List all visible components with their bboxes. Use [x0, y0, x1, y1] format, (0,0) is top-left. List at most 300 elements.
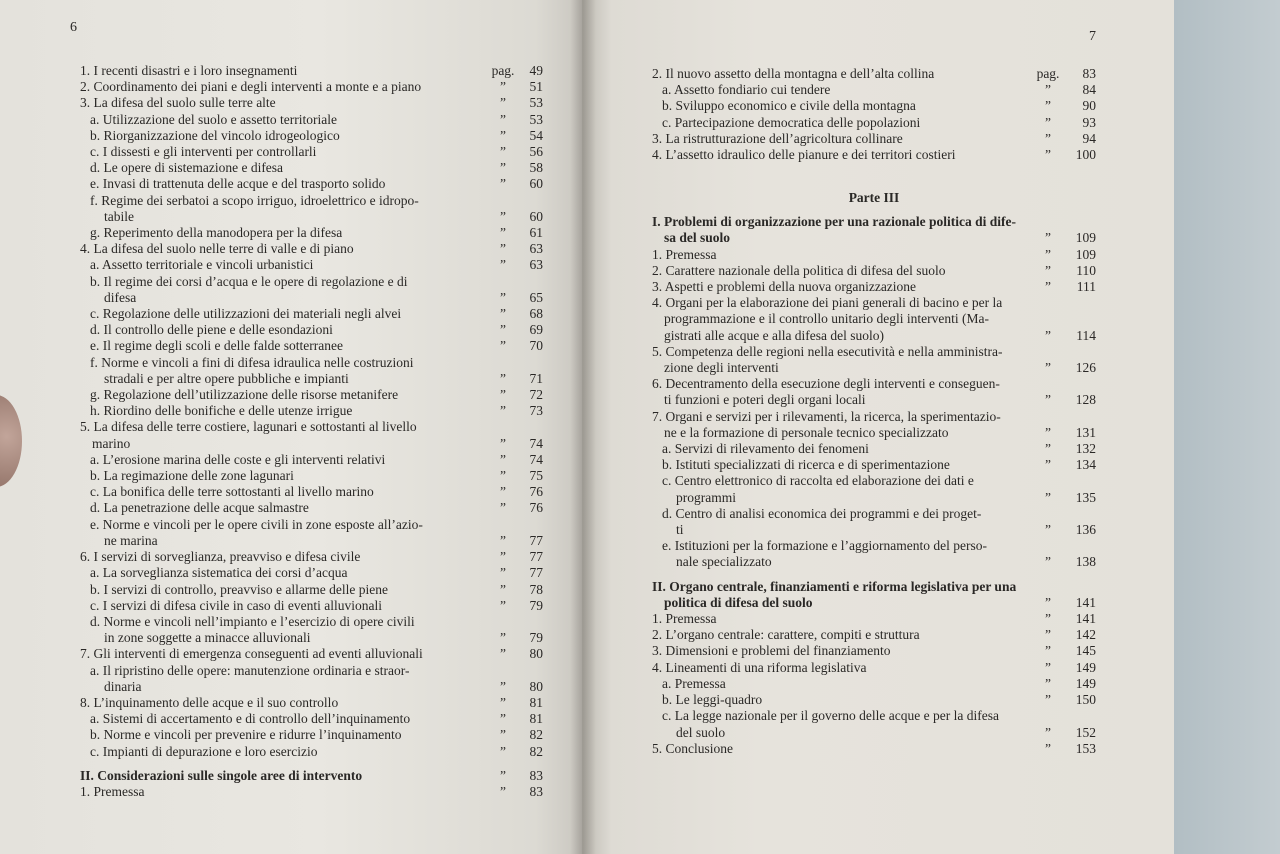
toc-entry	[80, 355, 543, 371]
toc-entry-title: programmazione e il controllo unitario degli interventi (Ma-	[664, 311, 990, 327]
toc-entry-page: 71	[529, 370, 543, 386]
toc-entry-page: 60	[529, 208, 543, 224]
toc-entry-page: 142	[1075, 627, 1096, 643]
toc-entry-page: 83	[1082, 66, 1096, 81]
toc-entry-marker: ”	[500, 208, 506, 224]
toc-entry-marker: ”	[500, 176, 506, 192]
toc-entry-marker: ”	[1045, 627, 1051, 643]
toc-entry-page: 69	[529, 322, 543, 338]
toc-entry-marker: ”	[500, 289, 506, 305]
toc-entry	[80, 768, 543, 784]
toc-entry-page: 79	[529, 597, 543, 613]
toc-entry-title: nale specializzato	[676, 554, 772, 570]
toc-entry	[652, 247, 1096, 263]
toc-entry-page: 81	[529, 711, 543, 727]
toc-entry-title: b. La regimazione delle zone lagunari	[90, 468, 294, 484]
toc-entry	[80, 679, 543, 695]
toc-entry-page: 141	[1075, 611, 1096, 627]
toc-entry-marker: pag.	[491, 63, 515, 78]
toc-entry-page: 126	[1075, 360, 1096, 376]
toc-entry-marker: ”	[1045, 392, 1051, 408]
toc-entry-title: gistrati alle acque e alla difesa del suolo)	[664, 327, 885, 343]
toc-entry-title: g. Regolazione dell’utilizzazione delle risorse metanifere	[90, 387, 399, 403]
toc-entry-title: 3. Aspetti e problemi della nuova organizzazione	[652, 279, 917, 295]
toc-entry-marker: ”	[500, 532, 506, 548]
toc-entry-title: marino	[92, 435, 131, 451]
toc-entry-marker: ”	[1045, 147, 1051, 163]
toc-entry-page: 77	[529, 565, 543, 581]
toc-entry-title: a. La sorveglianza sistematica dei corsi d’acqua	[90, 565, 348, 581]
toc-entry-marker: ”	[500, 225, 506, 241]
toc-entry	[80, 306, 543, 322]
toc-entry-title: b. Istituti specializzati di ricerca e di sperimentazione	[662, 457, 950, 473]
toc-entry-title: c. Impianti di depurazione e loro esercizio	[90, 743, 318, 759]
toc-entry-title: a. Assetto fondiario cui tendere	[662, 82, 831, 98]
toc-entry-title: ti funzioni e poteri degli organi locali	[664, 392, 866, 408]
toc-entry	[80, 582, 543, 598]
toc-entry-marker: ”	[500, 783, 506, 799]
toc-entry	[652, 147, 1096, 163]
toc-entry-page: 75	[529, 468, 543, 484]
section-spacer	[80, 760, 543, 768]
toc-entry	[652, 409, 1096, 425]
toc-entry-title: zione degli interventi	[664, 360, 779, 376]
toc-entry	[80, 565, 543, 581]
toc-entry	[652, 676, 1096, 692]
toc-entry-title: a. Il ripristino delle opere: manutenzione ordinaria e straor-	[90, 662, 410, 678]
toc-entry-marker: ”	[500, 743, 506, 759]
toc-entry	[80, 322, 543, 338]
toc-entry-marker: ”	[500, 160, 506, 176]
toc-entry-page: 63	[529, 257, 543, 273]
toc-entry	[80, 79, 543, 95]
toc-entry-page: 70	[529, 338, 543, 354]
toc-entry-page: 77	[529, 532, 543, 548]
toc-entry	[80, 711, 543, 727]
toc-entry	[652, 230, 1096, 246]
toc-entry	[652, 344, 1096, 360]
toc-entry-page: 141	[1075, 594, 1096, 610]
toc-entry-title: 5. La difesa delle terre costiere, lagunari e sottostanti al livello	[80, 419, 417, 435]
toc-entry	[80, 387, 543, 403]
toc-entry-marker: ”	[1045, 457, 1051, 473]
toc-entry-marker: ”	[500, 338, 506, 354]
toc-entry-page: 53	[529, 95, 543, 111]
toc-entry-title: 8. L’inquinamento delle acque e il suo controllo	[80, 694, 339, 710]
toc-entry-marker: ”	[500, 387, 506, 403]
toc-entry-marker: ”	[1045, 441, 1051, 457]
toc-entry-marker: ”	[1045, 740, 1051, 756]
toc-entry-title: d. Le opere di sistemazione e difesa	[90, 160, 284, 176]
toc-entry	[80, 614, 543, 630]
toc-entry-marker: ”	[1045, 230, 1051, 246]
toc-entry	[80, 468, 543, 484]
toc-entry-marker: ”	[500, 767, 506, 783]
toc-entry-marker: ”	[500, 403, 506, 419]
toc-entry	[652, 522, 1096, 538]
toc-entry-marker: ”	[500, 144, 506, 160]
toc-entry	[652, 692, 1096, 708]
toc-entry	[652, 627, 1096, 643]
right-toc-bottom	[652, 214, 1096, 757]
toc-entry-title: ti	[676, 522, 684, 538]
toc-entry-title: e. Norme e vincoli per le opere civili in zone esposte all’azio-	[90, 516, 423, 532]
left-page-number: 6	[70, 20, 77, 35]
toc-entry	[652, 538, 1096, 554]
toc-entry	[80, 549, 543, 565]
toc-entry-title: dinaria	[104, 678, 142, 694]
toc-entry-title: d. Il controllo delle piene e delle esondazioni	[90, 322, 333, 338]
right-toc-top	[652, 66, 1096, 163]
toc-entry	[80, 95, 543, 111]
toc-entry	[80, 63, 543, 79]
toc-entry	[80, 128, 543, 144]
toc-entry-marker: ”	[1045, 675, 1051, 691]
toc-entry-marker: ”	[1045, 262, 1051, 278]
toc-entry	[652, 295, 1096, 311]
toc-entry-page: 78	[529, 581, 543, 597]
toc-entry	[652, 328, 1096, 344]
toc-entry-page: 135	[1075, 489, 1096, 505]
toc-entry-marker: ”	[1045, 522, 1051, 538]
toc-entry-title: a. Utilizzazione del suolo e assetto territoriale	[90, 111, 338, 127]
toc-entry-page: 150	[1075, 692, 1096, 708]
toc-entry-title: f. Norme e vincoli a fini di difesa idraulica nelle costruzioni	[90, 354, 414, 370]
toc-entry-title: c. Regolazione delle utilizzazioni dei materiali negli alvei	[90, 306, 402, 322]
toc-entry-title: b. I servizi di controllo, preavviso e allarme delle piene	[90, 581, 389, 597]
toc-entry-marker: ”	[500, 581, 506, 597]
toc-entry-title: 1. Premessa	[80, 783, 145, 799]
toc-entry-page: 114	[1076, 327, 1096, 343]
toc-entry-marker: ”	[500, 711, 506, 727]
toc-entry-page: 84	[1082, 82, 1096, 98]
toc-entry-page: 65	[529, 289, 543, 305]
toc-entry	[652, 725, 1096, 741]
toc-entry-page: 149	[1075, 675, 1096, 691]
toc-entry-title: c. I dissesti e gli interventi per controllarli	[90, 144, 317, 160]
toc-entry	[80, 225, 543, 241]
toc-entry-page: 82	[529, 727, 543, 743]
toc-entry-title: sa del suolo	[664, 230, 731, 246]
toc-entry-title: 7. Organi e servizi per i rilevamenti, la ricerca, la sperimentazio-	[652, 408, 1001, 424]
toc-entry-marker: ”	[500, 127, 506, 143]
toc-entry-title: ne marina	[104, 532, 158, 548]
toc-entry-marker: pag.	[1036, 66, 1060, 81]
toc-entry	[652, 279, 1096, 295]
toc-entry-page: 109	[1075, 230, 1096, 246]
toc-entry-title: 3. La ristrutturazione dell’agricoltura collinare	[652, 130, 903, 146]
toc-entry	[80, 419, 543, 435]
toc-entry-title: 1. Premessa	[652, 246, 717, 262]
toc-entry-title: tabile	[104, 208, 134, 224]
toc-entry-title: c. La legge nazionale per il governo delle acque e per la difesa	[662, 708, 999, 724]
toc-entry-title: e. Il regime degli scoli e delle falde sotterranee	[90, 338, 344, 354]
toc-entry-marker: ”	[500, 79, 506, 95]
toc-entry-marker: ”	[1045, 82, 1051, 98]
toc-entry-title: b. Sviluppo economico e civile della montagna	[662, 98, 916, 114]
toc-entry	[80, 209, 543, 225]
toc-entry-title: difesa	[104, 289, 137, 305]
toc-entry-title: a. Sistemi di accertamento e di controllo dell’inquinamento	[90, 711, 411, 727]
thumb	[0, 395, 22, 487]
toc-entry-marker: ”	[500, 241, 506, 257]
toc-entry	[652, 263, 1096, 279]
toc-entry-title: 6. Decentramento della esecuzione degli interventi e conseguen-	[652, 376, 1000, 392]
toc-entry-title: 5. Conclusione	[652, 740, 733, 756]
toc-entry-page: 138	[1075, 554, 1096, 570]
toc-entry	[80, 630, 543, 646]
toc-entry-marker: ”	[500, 322, 506, 338]
toc-entry-page: 128	[1075, 392, 1096, 408]
toc-entry	[652, 506, 1096, 522]
toc-entry-title: a. L’erosione marina delle coste e gli interventi relativi	[90, 451, 386, 467]
toc-entry-page: 93	[1082, 114, 1096, 130]
toc-entry-page: 152	[1075, 724, 1096, 740]
toc-entry-marker: ”	[1045, 130, 1051, 146]
toc-entry-marker: ”	[1045, 594, 1051, 610]
toc-entry	[80, 598, 543, 614]
toc-entry-page: 149	[1075, 659, 1096, 675]
toc-entry-marker: ”	[500, 95, 506, 111]
toc-entry	[652, 457, 1096, 473]
toc-entry	[80, 533, 543, 549]
toc-entry-page: 56	[529, 144, 543, 160]
toc-entry-title: 1. Premessa	[652, 611, 717, 627]
toc-entry	[80, 727, 543, 743]
toc-entry-title: d. Centro di analisi economica dei programmi e dei proget-	[662, 505, 982, 521]
toc-entry-marker: ”	[1045, 114, 1051, 130]
toc-entry-marker: ”	[500, 257, 506, 273]
toc-entry-title: 4. La difesa del suolo nelle terre di valle e di piano	[80, 241, 354, 257]
toc-entry-page: 74	[529, 451, 543, 467]
toc-entry-title: 7. Gli interventi di emergenza conseguenti ad eventi alluvionali	[80, 646, 423, 662]
toc-entry-title: 4. L’assetto idraulico delle pianure e dei territori costieri	[652, 147, 956, 163]
toc-entry-title: 3. La difesa del suolo sulle terre alte	[80, 95, 276, 111]
toc-entry-title: c. I servizi di difesa civile in caso di eventi alluvionali	[90, 597, 383, 613]
toc-entry-title: del suolo	[676, 724, 726, 740]
toc-entry-page: 153	[1075, 740, 1096, 756]
toc-entry-title: g. Reperimento della manodopera per la difesa	[90, 225, 343, 241]
toc-entry-page: 132	[1075, 441, 1096, 457]
part-title: Parte III	[848, 190, 900, 205]
toc-entry-title: 1. I recenti disastri e i loro insegnamenti	[80, 63, 298, 78]
toc-entry-page: 49	[529, 63, 543, 78]
toc-entry-title: 4. Lineamenti di una riforma legislativa	[652, 659, 867, 675]
toc-entry	[652, 490, 1096, 506]
toc-entry-marker: ”	[500, 727, 506, 743]
toc-entry	[80, 744, 543, 760]
toc-entry	[80, 257, 543, 273]
toc-entry	[652, 425, 1096, 441]
toc-entry	[652, 98, 1096, 114]
toc-entry	[652, 360, 1096, 376]
toc-entry-marker: ”	[1045, 659, 1051, 675]
toc-entry-page: 145	[1075, 643, 1096, 659]
toc-entry	[80, 484, 543, 500]
toc-entry-title: d. Norme e vincoli nell’impianto e l’esercizio di opere civili	[90, 613, 415, 629]
toc-entry-page: 80	[529, 646, 543, 662]
toc-entry	[652, 376, 1096, 392]
toc-entry-marker: ”	[1045, 643, 1051, 659]
right-page-number: 7	[1089, 29, 1096, 44]
toc-entry-marker: ”	[1045, 489, 1051, 505]
toc-entry-page: 54	[529, 127, 543, 143]
left-page	[0, 0, 582, 854]
toc-entry-title: c. Partecipazione democratica delle popolazioni	[662, 114, 921, 130]
toc-entry-page: 136	[1075, 522, 1096, 538]
toc-entry-marker: ”	[500, 435, 506, 451]
toc-entry-title: programmi	[676, 489, 736, 505]
toc-entry-page: 110	[1076, 262, 1096, 278]
toc-entry	[80, 371, 543, 387]
toc-entry-marker: ”	[500, 646, 506, 662]
toc-entry-title: 2. Coordinamento dei piani e degli interventi a monte e a piano	[80, 79, 422, 95]
toc-entry-page: 109	[1075, 246, 1096, 262]
toc-entry-marker: ”	[500, 451, 506, 467]
toc-entry	[80, 193, 543, 209]
toc-entry-title: stradali e per altre opere pubbliche e impianti	[104, 370, 349, 386]
toc-entry-marker: ”	[500, 306, 506, 322]
part-section	[652, 190, 1096, 757]
toc-entry	[80, 452, 543, 468]
toc-entry-marker: ”	[1045, 554, 1051, 570]
toc-entry-title: in zone soggette a minacce alluvionali	[104, 630, 311, 646]
toc-entry	[652, 554, 1096, 570]
toc-entry-title: b. Riorganizzazione del vincolo idrogeologico	[90, 127, 340, 143]
toc-entry-title: a. Premessa	[662, 675, 726, 691]
toc-entry-marker: ”	[500, 500, 506, 516]
toc-entry	[80, 241, 543, 257]
toc-entry-marker: ”	[500, 484, 506, 500]
toc-entry-title: 2. Il nuovo assetto della montagna e dell’alta collina	[652, 66, 935, 81]
toc-entry	[80, 663, 543, 679]
toc-entry-marker: ”	[500, 111, 506, 127]
toc-entry-page: 82	[529, 743, 543, 759]
toc-entry-page: 61	[529, 225, 543, 241]
toc-entry-title: II. Considerazioni sulle singole aree di intervento	[80, 767, 363, 783]
left-toc	[80, 63, 543, 800]
toc-entry	[80, 646, 543, 662]
toc-entry-title: 6. I servizi di sorveglianza, preavviso e difesa civile	[80, 549, 361, 565]
toc-entry-title: e. Invasi di trattenuta delle acque e del trasporto solido	[90, 176, 386, 192]
toc-entry-title: b. Norme e vincoli per prevenire e ridurre l’inquinamento	[90, 727, 402, 743]
toc-entry-page: 68	[529, 306, 543, 322]
toc-entry	[652, 708, 1096, 724]
toc-entry-page: 90	[1082, 98, 1096, 114]
toc-entry-marker: ”	[1045, 279, 1051, 295]
toc-entry-page: 63	[529, 241, 543, 257]
toc-entry-title: politica di difesa del suolo	[664, 594, 813, 610]
toc-entry-marker: ”	[500, 468, 506, 484]
toc-entry	[80, 274, 543, 290]
toc-entry-page: 80	[529, 678, 543, 694]
toc-entry	[652, 611, 1096, 627]
toc-entry-title: 4. Organi per la elaborazione dei piani generali di bacino e per la	[652, 295, 1003, 311]
toc-entry-page: 111	[1076, 279, 1096, 295]
toc-entry	[80, 436, 543, 452]
toc-entry-page: 83	[529, 767, 543, 783]
toc-entry-marker: ”	[500, 597, 506, 613]
toc-entry-title: 2. L’organo centrale: carattere, compiti e struttura	[652, 627, 920, 643]
toc-entry-marker: ”	[500, 630, 506, 646]
toc-entry	[652, 473, 1096, 489]
toc-entry	[80, 112, 543, 128]
toc-entry	[652, 579, 1096, 595]
toc-entry-title: e. Istituzioni per la formazione e l’aggiornamento del perso-	[662, 538, 988, 554]
toc-entry-page: 77	[529, 549, 543, 565]
toc-entry	[80, 160, 543, 176]
toc-entry-title: I. Problemi di organizzazione per una razionale politica di dife-	[652, 214, 1016, 230]
toc-entry-page: 60	[529, 176, 543, 192]
toc-entry-title: h. Riordino delle bonifiche e delle utenze irrigue	[90, 403, 353, 419]
toc-entry	[652, 741, 1096, 757]
toc-entry	[652, 643, 1096, 659]
toc-entry-marker: ”	[1045, 424, 1051, 440]
toc-entry	[652, 311, 1096, 327]
book-gutter	[570, 0, 596, 854]
toc-entry-page: 94	[1082, 130, 1096, 146]
toc-entry-title: b. Il regime dei corsi d’acqua e le opere di regolazione e di	[90, 273, 408, 289]
toc-entry	[80, 338, 543, 354]
toc-entry-page: 83	[529, 783, 543, 799]
toc-entry	[80, 176, 543, 192]
toc-entry-marker: ”	[500, 549, 506, 565]
toc-entry-title: c. La bonifica delle terre sottostanti al livello marino	[90, 484, 374, 500]
toc-entry	[80, 695, 543, 711]
toc-entry-page: 81	[529, 694, 543, 710]
toc-entry-title: d. La penetrazione delle acque salmastre	[90, 500, 309, 516]
toc-entry	[652, 66, 1096, 82]
toc-entry-page: 100	[1075, 147, 1096, 163]
toc-entry-page: 134	[1075, 457, 1096, 473]
right-page	[582, 0, 1174, 854]
toc-entry-marker: ”	[1045, 724, 1051, 740]
toc-entry-page: 73	[529, 403, 543, 419]
toc-entry	[652, 115, 1096, 131]
toc-entry-title: f. Regime dei serbatoi a scopo irriguo, idroelettrico e idropo-	[90, 192, 419, 208]
toc-entry-title: b. Le leggi-quadro	[662, 692, 763, 708]
toc-entry-marker: ”	[500, 370, 506, 386]
toc-entry-marker: ”	[500, 565, 506, 581]
toc-entry-page: 131	[1075, 424, 1096, 440]
toc-entry-page: 76	[529, 484, 543, 500]
toc-entry-title: 3. Dimensioni e problemi del finanziamento	[652, 643, 891, 659]
toc-entry-marker: ”	[500, 694, 506, 710]
toc-entry	[652, 595, 1096, 611]
toc-entry-page: 58	[529, 160, 543, 176]
toc-entry-marker: ”	[500, 678, 506, 694]
toc-entry	[80, 403, 543, 419]
toc-entry	[80, 144, 543, 160]
toc-entry-marker: ”	[1045, 246, 1051, 262]
toc-entry-title: II. Organo centrale, finanziamenti e riforma legislativa per una	[652, 578, 1017, 594]
toc-entry-marker: ”	[1045, 327, 1051, 343]
toc-entry-page: 51	[529, 79, 543, 95]
toc-entry-title: a. Assetto territoriale e vincoli urbanistici	[90, 257, 314, 273]
section-spacer	[652, 571, 1096, 579]
toc-entry-title: 5. Competenza delle regioni nella esecutività e nella amministra-	[652, 343, 1003, 359]
toc-entry-title: c. Centro elettronico di raccolta ed elaborazione dei dati e	[662, 473, 974, 489]
toc-entry	[652, 660, 1096, 676]
toc-entry-page: 53	[529, 111, 543, 127]
toc-entry-marker: ”	[1045, 98, 1051, 114]
toc-entry	[80, 517, 543, 533]
toc-entry	[80, 784, 543, 800]
toc-entry	[80, 290, 543, 306]
toc-entry-title: a. Servizi di rilevamento dei fenomeni	[662, 441, 869, 457]
toc-entry-marker: ”	[1045, 692, 1051, 708]
toc-entry-marker: ”	[1045, 360, 1051, 376]
